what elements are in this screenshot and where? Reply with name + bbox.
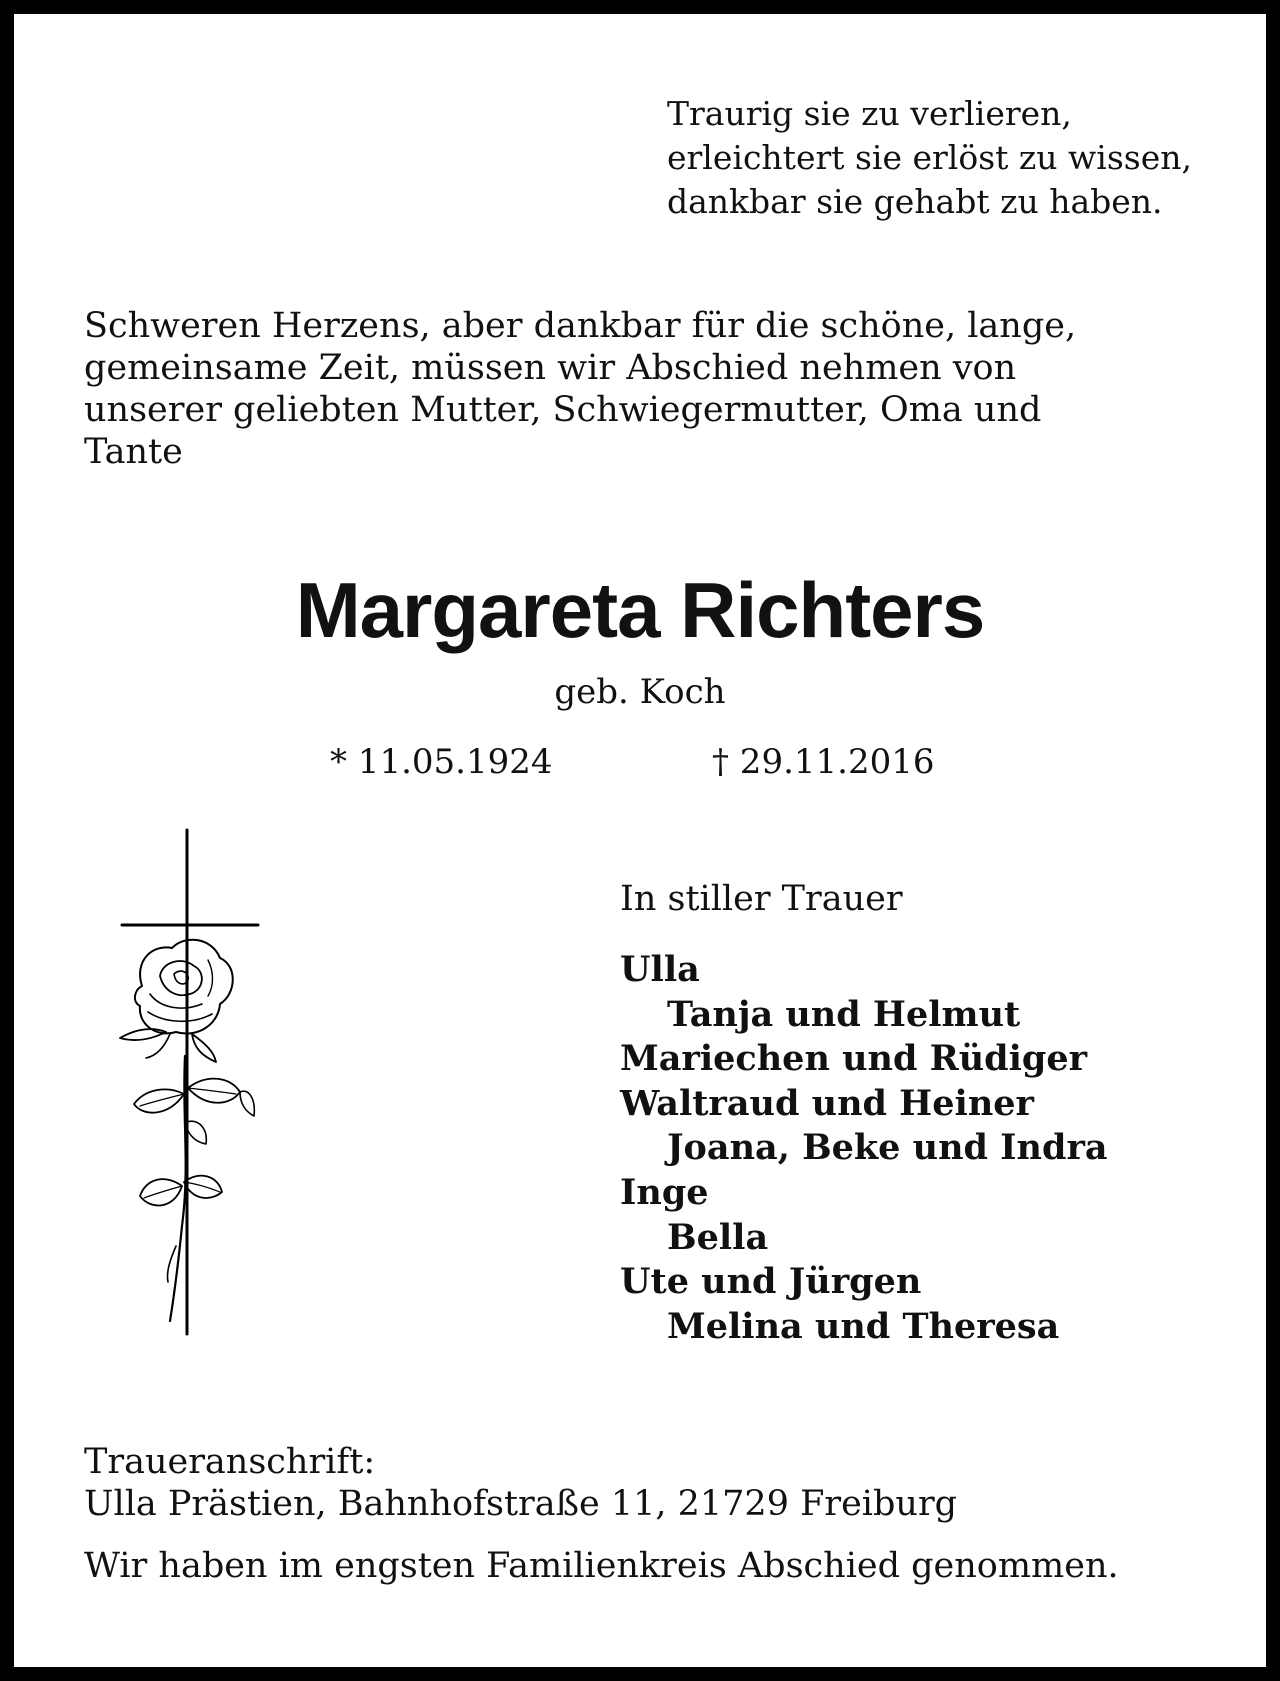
address-line: Ulla Prästien, Bahnhofstraße 11, 21729 Freiburg [84, 1484, 958, 1524]
mourner-entry: Ulla [620, 949, 700, 990]
poem-verse [667, 92, 1227, 224]
poem-line: erleichtert sie erlöst zu wissen, [667, 138, 1192, 177]
mourner-entry: Mariechen und Rüdiger [620, 1038, 1088, 1080]
intro-line: unserer geliebten Mutter, Schwiegermutter, Oma und [84, 390, 1042, 430]
closing-note: Wir haben im engsten Familienkreis Abschied genommen. [84, 1546, 1119, 1586]
mourning-heading: In stiller Trauer [620, 879, 903, 919]
poem-line: Traurig sie zu verlieren, [667, 94, 1072, 133]
birth-date: * 11.05.1924 [330, 742, 553, 782]
mourner-entry: Inge [620, 1171, 709, 1213]
death-date: † 29.11.2016 [712, 742, 935, 782]
address-label: Traueranschrift: [84, 1442, 376, 1482]
mourner-entry: Melina und Theresa [667, 1305, 1060, 1347]
intro-paragraph [84, 305, 1204, 473]
mourner-entry: Tanja und Helmut [667, 993, 1021, 1035]
condolence-address [84, 1441, 957, 1525]
mourner-entry: Waltraud und Heiner [620, 1082, 1034, 1124]
intro-line: gemeinsame Zeit, müssen wir Abschied nehmen von [84, 348, 1017, 388]
mourner-list [620, 948, 1108, 1349]
mourner-entry: Bella [667, 1216, 769, 1258]
mourner-entry: Joana, Beke und Indra [667, 1127, 1108, 1169]
deceased-name: Margareta Richters [295, 566, 985, 654]
poem-line: dankbar sie gehabt zu haben. [667, 182, 1163, 221]
cross-with-rose-icon [90, 826, 280, 1336]
maiden-name: geb. Koch [554, 672, 726, 712]
mourner-entry: Ute und Jürgen [620, 1261, 922, 1303]
intro-line: Schweren Herzens, aber dankbar für die schöne, lange, [84, 306, 1077, 346]
intro-line: Tante [84, 432, 183, 472]
